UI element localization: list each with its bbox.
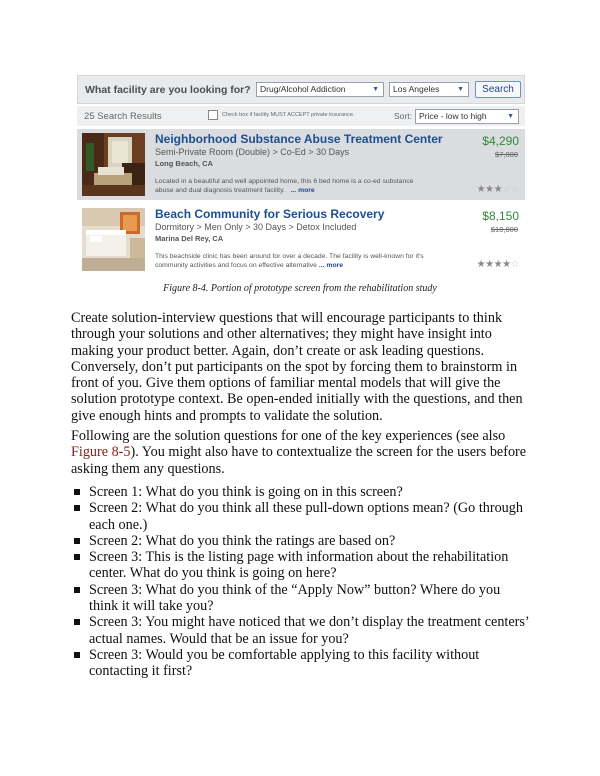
list-item (71, 484, 531, 500)
sort-value: Price - low to high (419, 111, 487, 121)
star-filled-icon: ★ (485, 184, 494, 195)
question-text: Screen 1: What do you think is going on in this screen? (89, 484, 403, 500)
star-empty-icon: ☆ (510, 184, 519, 195)
paragraph-text: ). You might also have to contextualize the screen for the users before asking them any questions. (71, 444, 527, 477)
star-filled-icon: ★ (485, 259, 494, 270)
list-item (71, 614, 531, 647)
sort-select[interactable] (415, 109, 519, 124)
question-text: Screen 3: What do you think of the “Apply Now” button? Where do you think it will take you? (89, 581, 501, 615)
dropdown-arrow-icon: ▼ (372, 86, 379, 93)
star-filled-icon: ★ (502, 259, 511, 270)
body-paragraph (71, 428, 531, 477)
listing-item[interactable] (77, 129, 525, 200)
listing-location: Long Beach, CA (155, 159, 213, 168)
square-bullet-icon (74, 619, 80, 625)
results-bar (77, 106, 525, 126)
listing-description-line: abuse and dual diagnosis treatment facility. (155, 187, 285, 194)
listing-price: $8,150 (482, 209, 519, 223)
sort-label: Sort: (394, 111, 412, 121)
listing-title-link[interactable]: Beach Community for Serious Recovery (155, 207, 385, 221)
listing-original-price: $10,000 (490, 225, 518, 234)
square-bullet-icon (74, 505, 80, 511)
listing-description (155, 252, 455, 270)
question-text: Screen 2: What do you think all these pull-down options mean? (Go through each one.) (89, 500, 523, 533)
listing-original-price: $7,000 (495, 150, 518, 159)
dropdown-arrow-icon: ▼ (507, 113, 514, 120)
search-question-label: What facility are you looking for? (85, 84, 251, 96)
city-select[interactable] (389, 82, 469, 97)
city-value: Los Angeles (393, 84, 440, 94)
dropdown-arrow-icon: ▼ (457, 86, 464, 93)
search-bar (77, 75, 525, 104)
more-link[interactable]: ... more (318, 262, 344, 269)
question-text: Screen 3: This is the listing page with information about the rehabilitation center. What do you think is going on here? (89, 549, 509, 582)
square-bullet-icon (74, 554, 80, 560)
star-filled-icon: ★ (476, 259, 486, 270)
list-item (71, 500, 531, 533)
star-empty-icon: ☆ (502, 184, 511, 195)
listing-room-details: Dormitory > Men Only > 30 Days > Detox Included (155, 222, 357, 232)
body-paragraph: Create solution-interview questions that will encourage participants to think through your solutions and other alternatives; they might have insight into making your product better. Again, don’t create or ask leading questions. Conversely, don’t put participants on the spot by forcing them to brainstorm in front of you. Give them options of familiar mental models that will give the solution prototype context. Be open-ended initially with the questions, and then give enough hints and prompts to validate the solution. (71, 310, 523, 424)
paragraph-text: Following are the solution questions for one of the key experiences (see also (71, 428, 506, 444)
listing-description-line: This beachside clinic has been around for over a decade. The facility is well-known for it's (155, 253, 424, 260)
star-filled-icon: ★ (493, 184, 503, 195)
question-text: Screen 3: You might have noticed that we don’t display the treatment centers’ actual names. Would that be an issue for you? (89, 614, 529, 647)
facility-type-value: Drug/Alcohol Addiction (260, 84, 346, 94)
listing-description-line: Located in a beautiful and well appointed home, this 6 bed home is a co-ed substance (155, 178, 414, 185)
private-insurance-checkbox[interactable] (208, 110, 218, 120)
square-bullet-icon (74, 652, 80, 658)
listing-photo-bedroom (82, 133, 145, 196)
star-filled-icon: ★ (493, 259, 503, 270)
solution-questions-list (71, 484, 531, 680)
listing-location: Marina Del Rey, CA (155, 234, 224, 243)
square-bullet-icon (74, 587, 80, 593)
star-filled-icon: ★ (476, 184, 486, 195)
prototype-screenshot-figure (77, 75, 525, 275)
facility-type-select[interactable] (256, 82, 384, 97)
question-text: Screen 2: What do you think the ratings are based on? (89, 532, 396, 549)
listing-price: $4,290 (482, 134, 519, 148)
listing-item[interactable] (77, 204, 525, 275)
list-item (71, 549, 531, 582)
star-rating (477, 184, 519, 195)
question-text: Screen 3: Would you be comfortable applying to this facility without contacting it first? (89, 646, 480, 680)
figure-caption: Figure 8-4. Portion of prototype screen from the rehabilitation study (163, 283, 437, 294)
figure-reference-link[interactable]: Figure 8-5 (71, 444, 131, 461)
more-link[interactable]: ... more (290, 187, 315, 194)
listing-description-line: community activities and focus on effective alternative (155, 262, 317, 269)
private-insurance-label: Check box if facility MUST ACCEPT private insurance. (222, 112, 355, 118)
listing-room-details: Semi-Private Room (Double) > Co-Ed > 30 Days (155, 147, 350, 157)
list-item (71, 647, 531, 680)
list-item (71, 533, 531, 549)
search-button[interactable]: Search (475, 81, 521, 98)
list-item (71, 582, 531, 615)
listing-title-link[interactable]: Neighborhood Substance Abuse Treatment Center (155, 132, 443, 146)
results-count: 25 Search Results (84, 111, 162, 122)
square-bullet-icon (74, 538, 80, 544)
listing-description (155, 177, 455, 195)
listing-photo-dormitory (82, 208, 145, 271)
square-bullet-icon (74, 489, 80, 495)
star-empty-icon: ☆ (510, 259, 519, 270)
star-rating (477, 259, 519, 270)
